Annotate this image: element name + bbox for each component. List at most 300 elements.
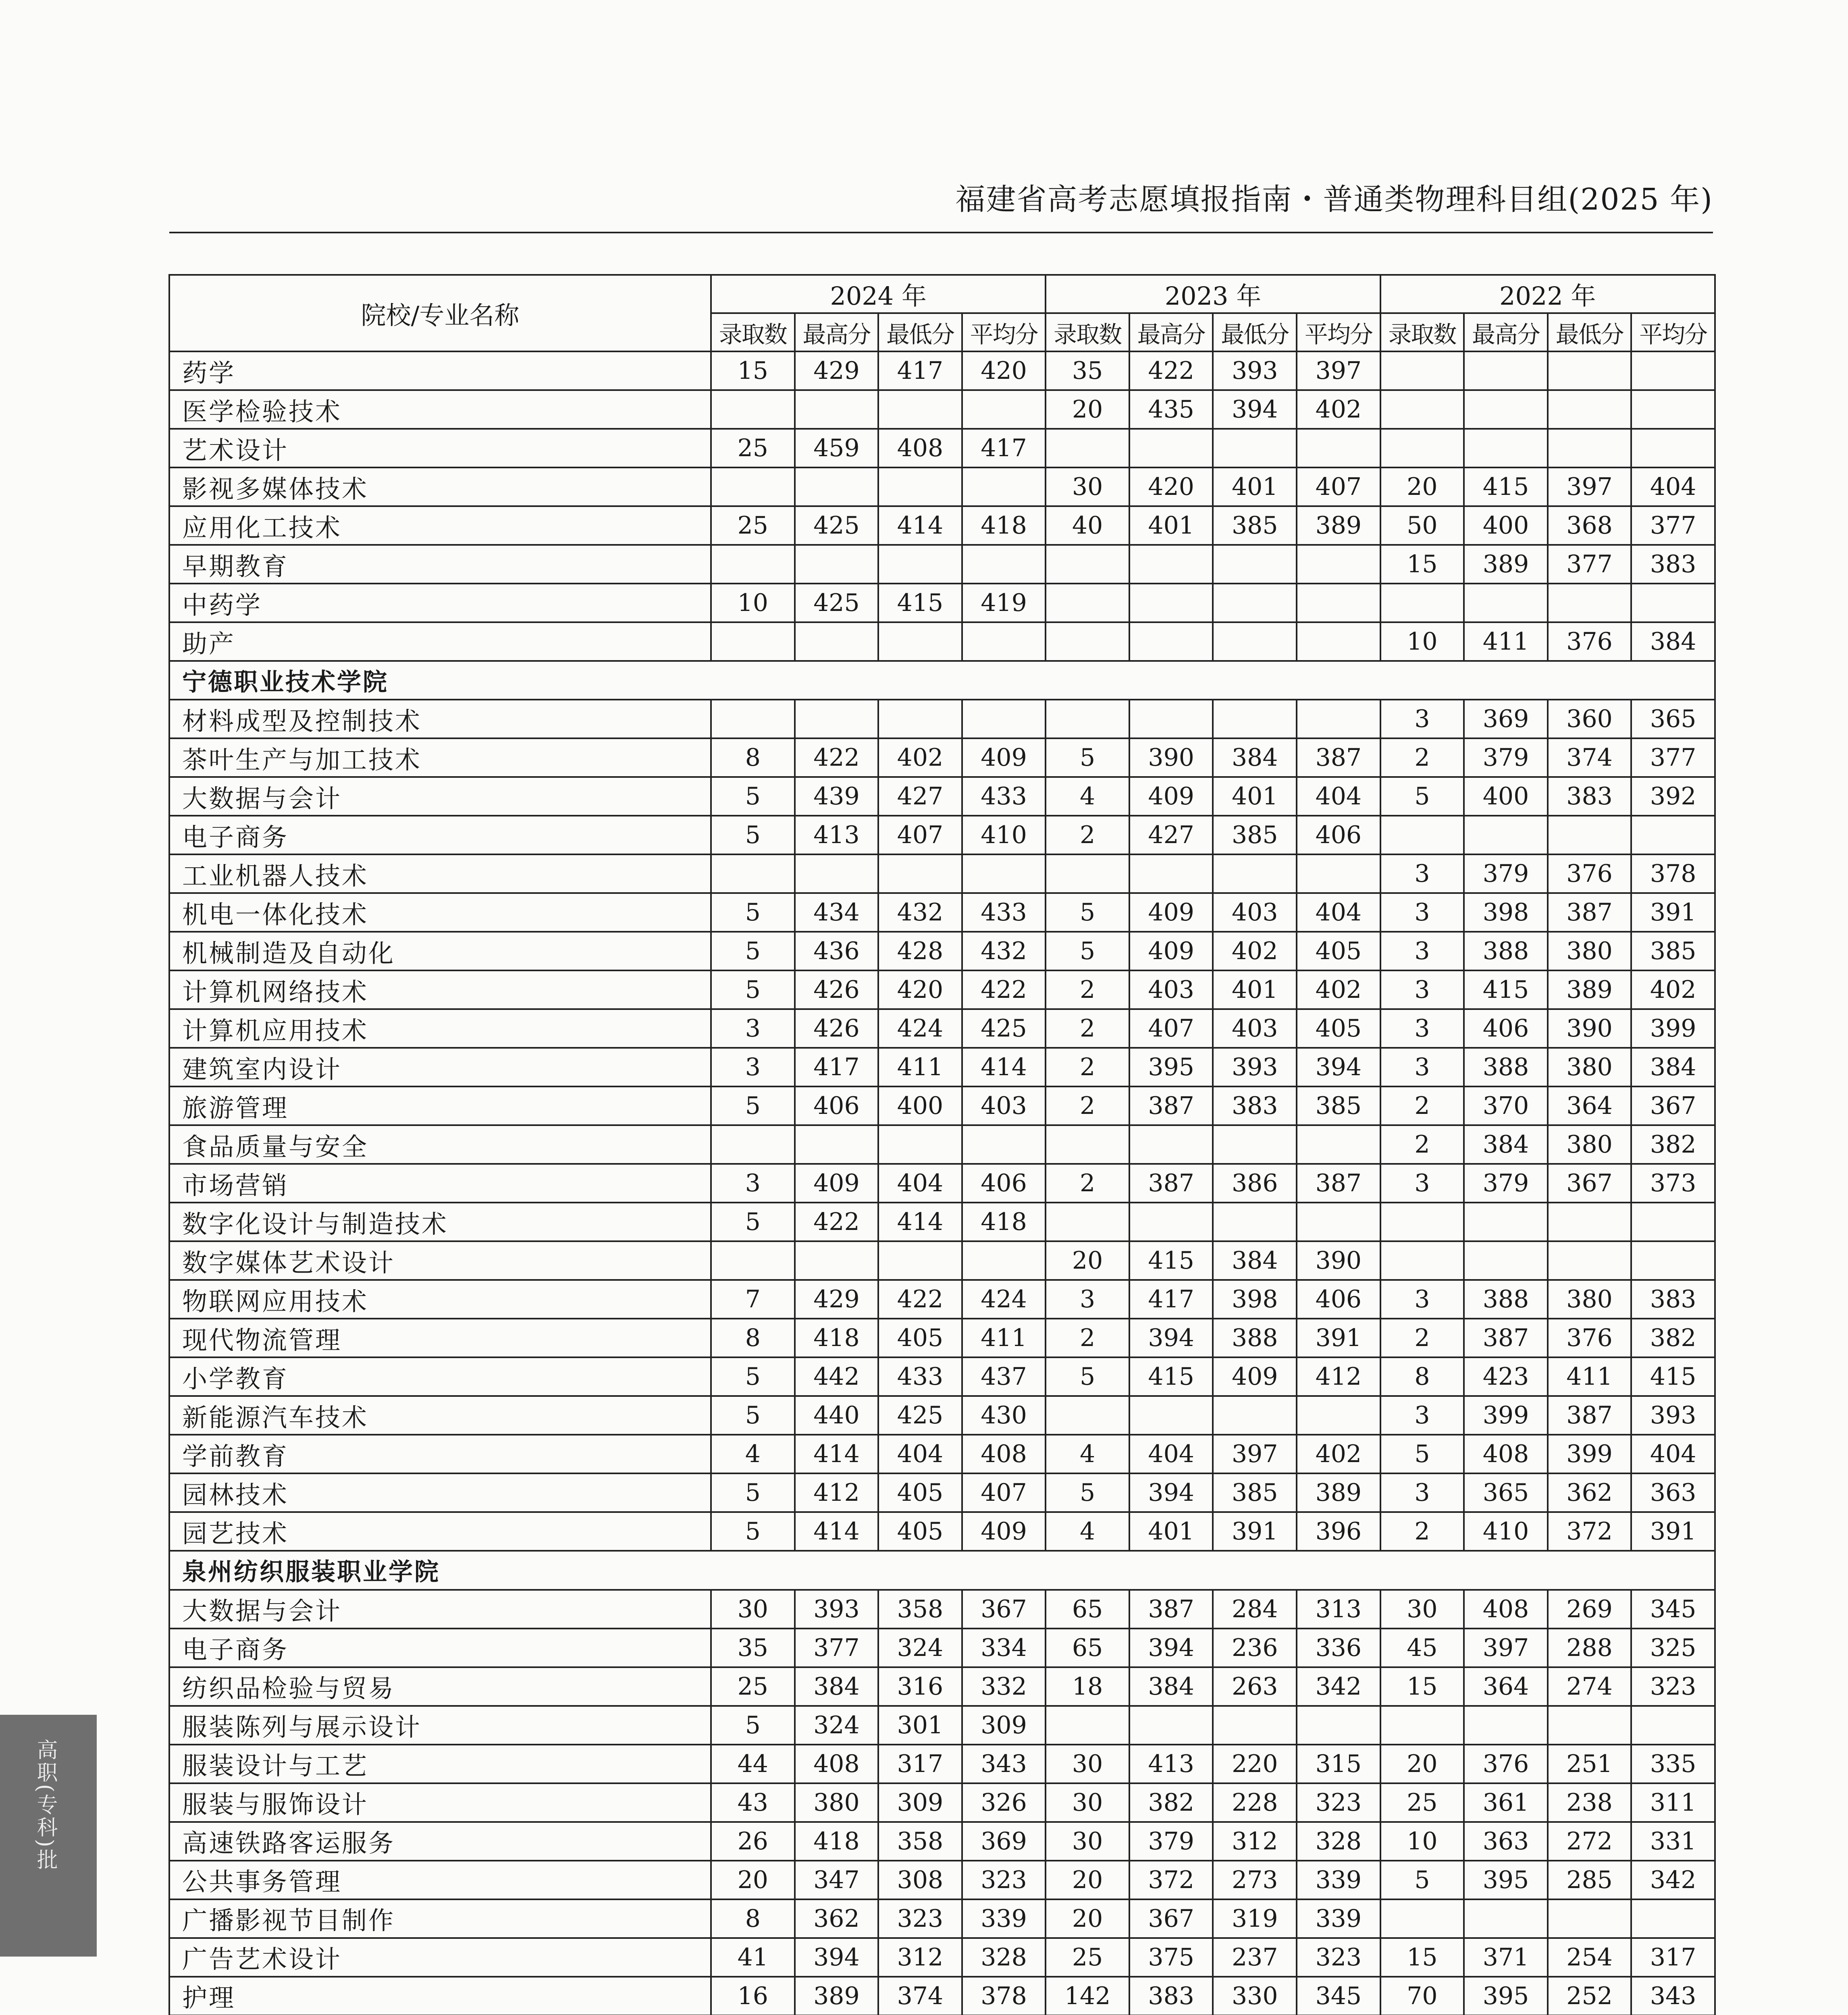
year-header-2022: 2022 年	[1380, 275, 1715, 313]
score-cell: 430	[962, 1396, 1046, 1435]
score-cell: 411	[1548, 1357, 1632, 1396]
score-cell: 409	[795, 1164, 879, 1203]
score-cell: 342	[1631, 1861, 1715, 1899]
score-cell: 408	[795, 1745, 879, 1783]
score-cell: 409	[962, 1512, 1046, 1551]
score-cell: 383	[1631, 545, 1715, 584]
score-cell: 382	[1129, 1783, 1213, 1822]
score-cell: 324	[795, 1706, 879, 1745]
table-row	[169, 1977, 1715, 2015]
score-cell: 3	[1380, 1396, 1464, 1435]
score-cell	[711, 700, 795, 738]
score-cell: 4	[711, 1435, 795, 1473]
score-cell	[1129, 584, 1213, 622]
score-cell: 345	[1297, 1977, 1380, 2015]
score-cell	[1046, 584, 1129, 622]
score-cell	[1129, 1203, 1213, 1241]
table-row	[169, 1048, 1715, 1086]
score-cell: 413	[795, 816, 879, 854]
score-cell: 403	[1129, 970, 1213, 1009]
score-cell	[795, 545, 879, 584]
score-cell	[1631, 1899, 1715, 1938]
score-cell	[878, 1125, 962, 1164]
score-cell	[1631, 1241, 1715, 1280]
score-cell: 432	[962, 932, 1046, 970]
table-row	[169, 584, 1715, 622]
score-cell: 323	[1631, 1667, 1715, 1706]
score-cell	[1464, 351, 1548, 390]
table-row	[169, 1319, 1715, 1357]
score-cell: 387	[1297, 1164, 1380, 1203]
score-cell: 342	[1297, 1667, 1380, 1706]
score-cell: 405	[878, 1473, 962, 1512]
score-cell: 376	[1464, 1745, 1548, 1783]
table-row	[169, 1512, 1715, 1551]
score-cell	[1631, 1706, 1715, 1745]
sub-column-header: 平均分	[1297, 313, 1380, 351]
score-cell: 364	[1548, 1086, 1632, 1125]
score-cell: 395	[1464, 1977, 1548, 2015]
score-cell: 401	[1213, 970, 1297, 1009]
score-cell: 407	[962, 1473, 1046, 1512]
sub-column-header: 录取数	[1046, 313, 1129, 351]
table-row	[169, 1241, 1715, 1280]
score-cell	[1631, 429, 1715, 467]
score-cell: 442	[795, 1357, 879, 1396]
table-row	[169, 1667, 1715, 1706]
score-cell: 384	[795, 1667, 879, 1706]
score-cell: 5	[711, 1086, 795, 1125]
score-cell	[1046, 1203, 1129, 1241]
score-cell: 427	[1129, 816, 1213, 854]
score-cell: 394	[1129, 1319, 1213, 1357]
major-name: 电子商务	[169, 816, 711, 854]
score-cell: 380	[1548, 932, 1632, 970]
score-cell: 395	[1464, 1861, 1548, 1899]
score-cell: 410	[1464, 1512, 1548, 1551]
score-cell: 376	[1548, 854, 1632, 893]
score-cell: 387	[1129, 1590, 1213, 1629]
score-cell: 20	[1380, 1745, 1464, 1783]
score-cell: 142	[1046, 1977, 1129, 2015]
score-cell: 5	[711, 777, 795, 816]
score-cell: 407	[1129, 1009, 1213, 1048]
score-cell	[711, 854, 795, 893]
major-name: 电子商务	[169, 1629, 711, 1667]
score-cell: 25	[711, 506, 795, 545]
score-cell: 372	[1129, 1861, 1213, 1899]
score-cell: 418	[795, 1319, 879, 1357]
score-cell: 311	[1631, 1783, 1715, 1822]
score-cell: 25	[711, 1667, 795, 1706]
score-cell: 8	[1380, 1357, 1464, 1396]
score-cell: 25	[711, 429, 795, 467]
score-cell: 5	[1046, 738, 1129, 777]
score-cell: 25	[1380, 1783, 1464, 1822]
sub-column-header: 最高分	[1129, 313, 1213, 351]
score-cell	[1297, 429, 1380, 467]
score-cell: 428	[878, 932, 962, 970]
score-cell: 404	[878, 1164, 962, 1203]
score-cell: 358	[878, 1822, 962, 1861]
score-cell: 408	[1464, 1435, 1548, 1473]
major-name: 食品质量与安全	[169, 1125, 711, 1164]
score-cell	[1129, 429, 1213, 467]
table-row	[169, 1125, 1715, 1164]
score-cell	[711, 545, 795, 584]
score-cell: 45	[1380, 1629, 1464, 1667]
score-cell: 2	[1046, 1009, 1129, 1048]
score-cell: 334	[962, 1629, 1046, 1667]
score-cell: 433	[878, 1357, 962, 1396]
score-cell: 65	[1046, 1590, 1129, 1629]
score-cell: 394	[1297, 1048, 1380, 1086]
sub-column-header: 平均分	[962, 313, 1046, 351]
table-row	[169, 622, 1715, 661]
score-cell: 5	[711, 932, 795, 970]
major-name: 计算机网络技术	[169, 970, 711, 1009]
score-cell: 405	[1297, 932, 1380, 970]
score-cell	[1548, 1241, 1632, 1280]
score-cell: 388	[1464, 932, 1548, 970]
major-name: 学前教育	[169, 1435, 711, 1473]
score-cell: 387	[1548, 893, 1632, 932]
score-cell: 388	[1464, 1280, 1548, 1319]
score-cell: 5	[711, 1357, 795, 1396]
table-row	[169, 1861, 1715, 1899]
score-cell: 313	[1297, 1590, 1380, 1629]
score-cell: 408	[962, 1435, 1046, 1473]
score-cell: 370	[1464, 1086, 1548, 1125]
score-cell	[1046, 700, 1129, 738]
score-cell: 347	[795, 1861, 879, 1899]
score-cell: 251	[1548, 1745, 1632, 1783]
score-cell: 383	[1548, 777, 1632, 816]
major-name: 现代物流管理	[169, 1319, 711, 1357]
table-row	[169, 777, 1715, 816]
major-name: 小学教育	[169, 1357, 711, 1396]
score-cell: 401	[1213, 777, 1297, 816]
score-cell: 382	[1631, 1319, 1715, 1357]
score-cell: 40	[1046, 506, 1129, 545]
table-row	[169, 467, 1715, 506]
score-cell: 3	[1380, 1164, 1464, 1203]
score-cell	[1380, 429, 1464, 467]
score-cell	[1297, 622, 1380, 661]
score-cell	[1380, 1706, 1464, 1745]
score-cell: 404	[1631, 467, 1715, 506]
score-cell: 384	[1213, 738, 1297, 777]
score-cell: 3	[711, 1048, 795, 1086]
score-cell: 398	[1213, 1280, 1297, 1319]
score-cell	[1213, 545, 1297, 584]
major-name: 机械制造及自动化	[169, 932, 711, 970]
score-cell: 315	[1297, 1745, 1380, 1783]
score-cell: 263	[1213, 1667, 1297, 1706]
major-name: 高速铁路客运服务	[169, 1822, 711, 1861]
score-cell: 425	[795, 584, 879, 622]
score-cell: 5	[1046, 932, 1129, 970]
score-cell: 417	[795, 1048, 879, 1086]
score-cell	[1548, 1706, 1632, 1745]
score-cell	[1046, 854, 1129, 893]
score-cell: 272	[1548, 1822, 1632, 1861]
score-cell: 228	[1213, 1783, 1297, 1822]
score-cell: 43	[711, 1783, 795, 1822]
score-cell	[1548, 584, 1632, 622]
score-cell: 2	[1046, 970, 1129, 1009]
score-cell: 284	[1213, 1590, 1297, 1629]
score-cell	[795, 700, 879, 738]
major-name: 公共事务管理	[169, 1861, 711, 1899]
score-cell	[1046, 1396, 1129, 1435]
score-cell: 385	[1213, 816, 1297, 854]
score-cell: 420	[962, 351, 1046, 390]
school-row	[169, 1551, 1715, 1589]
score-cell	[1297, 1125, 1380, 1164]
table-row	[169, 1706, 1715, 1745]
score-cell	[1464, 584, 1548, 622]
score-cell	[1046, 429, 1129, 467]
major-name: 工业机器人技术	[169, 854, 711, 893]
score-cell: 404	[1129, 1435, 1213, 1473]
score-cell: 2	[1046, 1319, 1129, 1357]
score-cell: 415	[1464, 467, 1548, 506]
score-cell: 335	[1631, 1745, 1715, 1783]
score-cell: 422	[1129, 351, 1213, 390]
score-cell	[711, 467, 795, 506]
score-cell: 392	[1631, 777, 1715, 816]
table-row	[169, 1203, 1715, 1241]
score-cell: 389	[1297, 1473, 1380, 1512]
score-cell: 371	[1464, 1938, 1548, 1977]
score-cell: 403	[962, 1086, 1046, 1125]
score-cell: 8	[711, 1899, 795, 1938]
major-name: 茶叶生产与加工技术	[169, 738, 711, 777]
table-row	[169, 700, 1715, 738]
score-cell: 2	[1046, 816, 1129, 854]
score-cell: 384	[1464, 1125, 1548, 1164]
score-cell: 376	[1548, 622, 1632, 661]
table-row	[169, 970, 1715, 1009]
score-cell: 369	[1464, 700, 1548, 738]
score-cell: 3	[711, 1009, 795, 1048]
score-cell: 406	[1297, 816, 1380, 854]
score-cell: 343	[962, 1745, 1046, 1783]
table-row	[169, 1280, 1715, 1319]
score-cell: 435	[1129, 390, 1213, 429]
table-row	[169, 1164, 1715, 1203]
score-cell: 409	[1129, 893, 1213, 932]
score-cell: 420	[878, 970, 962, 1009]
score-cell: 5	[1046, 1473, 1129, 1512]
major-name: 药学	[169, 351, 711, 390]
score-cell: 5	[1380, 777, 1464, 816]
score-cell: 10	[1380, 1822, 1464, 1861]
sub-column-header: 最低分	[1548, 313, 1632, 351]
score-cell: 328	[1297, 1822, 1380, 1861]
score-cell	[962, 467, 1046, 506]
score-cell: 378	[962, 1977, 1046, 2015]
score-cell: 365	[1631, 700, 1715, 738]
score-cell: 409	[1129, 777, 1213, 816]
score-cell: 393	[795, 1590, 879, 1629]
score-cell: 2	[1380, 738, 1464, 777]
score-cell	[962, 390, 1046, 429]
score-cell	[878, 390, 962, 429]
score-cell	[878, 1241, 962, 1280]
table-row	[169, 1590, 1715, 1629]
score-cell: 25	[1046, 1938, 1129, 1977]
score-cell	[795, 1125, 879, 1164]
score-cell: 2	[1380, 1319, 1464, 1357]
score-cell: 2	[1380, 1125, 1464, 1164]
major-name: 助产	[169, 622, 711, 661]
score-cell: 380	[795, 1783, 879, 1822]
score-cell: 386	[1213, 1164, 1297, 1203]
score-cell: 325	[1631, 1629, 1715, 1667]
table-row	[169, 738, 1715, 777]
sub-column-header: 平均分	[1631, 313, 1715, 351]
score-cell: 404	[1297, 893, 1380, 932]
score-cell: 422	[878, 1280, 962, 1319]
score-cell: 50	[1380, 506, 1464, 545]
score-cell: 383	[1129, 1977, 1213, 2015]
major-name: 医学检验技术	[169, 390, 711, 429]
score-cell: 391	[1297, 1319, 1380, 1357]
score-cell: 384	[1213, 1241, 1297, 1280]
score-cell: 4	[1046, 1435, 1129, 1473]
score-cell	[1380, 351, 1464, 390]
score-cell: 429	[795, 1280, 879, 1319]
score-cell: 385	[1213, 1473, 1297, 1512]
score-cell: 331	[1631, 1822, 1715, 1861]
score-cell	[878, 700, 962, 738]
score-cell: 391	[1631, 1512, 1715, 1551]
sub-column-header: 录取数	[1380, 313, 1464, 351]
score-cell: 425	[962, 1009, 1046, 1048]
major-name: 护理	[169, 1977, 711, 2015]
score-cell: 459	[795, 429, 879, 467]
score-cell: 402	[1631, 970, 1715, 1009]
score-cell: 2	[1380, 1512, 1464, 1551]
score-cell: 424	[962, 1280, 1046, 1319]
score-cell: 285	[1548, 1861, 1632, 1899]
score-cell: 404	[1631, 1435, 1715, 1473]
score-cell	[1548, 429, 1632, 467]
score-cell: 394	[795, 1938, 879, 1977]
score-cell: 414	[795, 1435, 879, 1473]
score-cell: 309	[962, 1706, 1046, 1745]
major-name: 大数据与会计	[169, 777, 711, 816]
score-cell: 20	[1046, 1899, 1129, 1938]
score-cell: 324	[878, 1629, 962, 1667]
score-cell	[962, 545, 1046, 584]
score-cell: 373	[1631, 1164, 1715, 1203]
score-cell: 339	[1297, 1899, 1380, 1938]
score-cell	[1464, 390, 1548, 429]
table-row	[169, 1899, 1715, 1938]
score-cell: 362	[1548, 1473, 1632, 1512]
table-row	[169, 854, 1715, 893]
score-cell: 5	[711, 1203, 795, 1241]
score-cell	[962, 854, 1046, 893]
table-row	[169, 1435, 1715, 1473]
score-cell: 288	[1548, 1629, 1632, 1667]
score-cell	[1464, 429, 1548, 467]
score-cell: 402	[1297, 390, 1380, 429]
table-row	[169, 1938, 1715, 1977]
score-cell	[1297, 1203, 1380, 1241]
major-name: 服装陈列与展示设计	[169, 1706, 711, 1745]
score-cell: 5	[1380, 1861, 1464, 1899]
score-cell	[1129, 1706, 1213, 1745]
table-row	[169, 893, 1715, 932]
score-cell	[1129, 622, 1213, 661]
score-cell: 326	[962, 1783, 1046, 1822]
major-name: 广告艺术设计	[169, 1938, 711, 1977]
side-section-label: 高职(专科)批	[33, 1739, 57, 1872]
score-cell: 364	[1464, 1667, 1548, 1706]
score-cell: 317	[878, 1745, 962, 1783]
score-cell: 2	[1046, 1086, 1129, 1125]
score-cell: 415	[878, 584, 962, 622]
score-cell: 390	[1548, 1009, 1632, 1048]
score-cell	[1297, 854, 1380, 893]
score-cell: 358	[878, 1590, 962, 1629]
major-name: 新能源汽车技术	[169, 1396, 711, 1435]
score-cell: 388	[1464, 1048, 1548, 1086]
score-cell	[795, 622, 879, 661]
score-cell: 26	[711, 1822, 795, 1861]
score-cell: 317	[1631, 1938, 1715, 1977]
table-row	[169, 932, 1715, 970]
score-cell: 20	[1046, 1861, 1129, 1899]
score-cell: 401	[1213, 467, 1297, 506]
score-cell: 377	[1631, 506, 1715, 545]
score-cell: 397	[1464, 1629, 1548, 1667]
score-cell: 415	[1464, 970, 1548, 1009]
score-cell	[1213, 429, 1297, 467]
score-cell: 399	[1631, 1009, 1715, 1048]
score-cell	[1631, 1203, 1715, 1241]
score-cell: 411	[878, 1048, 962, 1086]
score-cell: 389	[795, 1977, 879, 2015]
score-cell: 35	[711, 1629, 795, 1667]
score-cell	[1631, 584, 1715, 622]
major-name: 园林技术	[169, 1473, 711, 1512]
score-cell: 5	[711, 816, 795, 854]
score-cell: 400	[878, 1086, 962, 1125]
table-row	[169, 1086, 1715, 1125]
table-row	[169, 429, 1715, 467]
score-cell: 220	[1213, 1745, 1297, 1783]
table-row	[169, 1396, 1715, 1435]
score-cell: 390	[1129, 738, 1213, 777]
score-cell: 389	[1548, 970, 1632, 1009]
score-cell: 409	[962, 738, 1046, 777]
score-cell: 405	[878, 1319, 962, 1357]
score-cell: 401	[1129, 1512, 1213, 1551]
score-cell: 378	[1631, 854, 1715, 893]
score-cell	[1548, 1203, 1632, 1241]
score-cell: 402	[1213, 932, 1297, 970]
page-header-title: 福建省高考志愿填报指南・普通类物理科目组(2025 年)	[955, 182, 1713, 217]
score-cell: 403	[1213, 1009, 1297, 1048]
score-cell: 395	[1129, 1048, 1213, 1086]
score-cell: 440	[795, 1396, 879, 1435]
score-cell: 368	[1548, 506, 1632, 545]
